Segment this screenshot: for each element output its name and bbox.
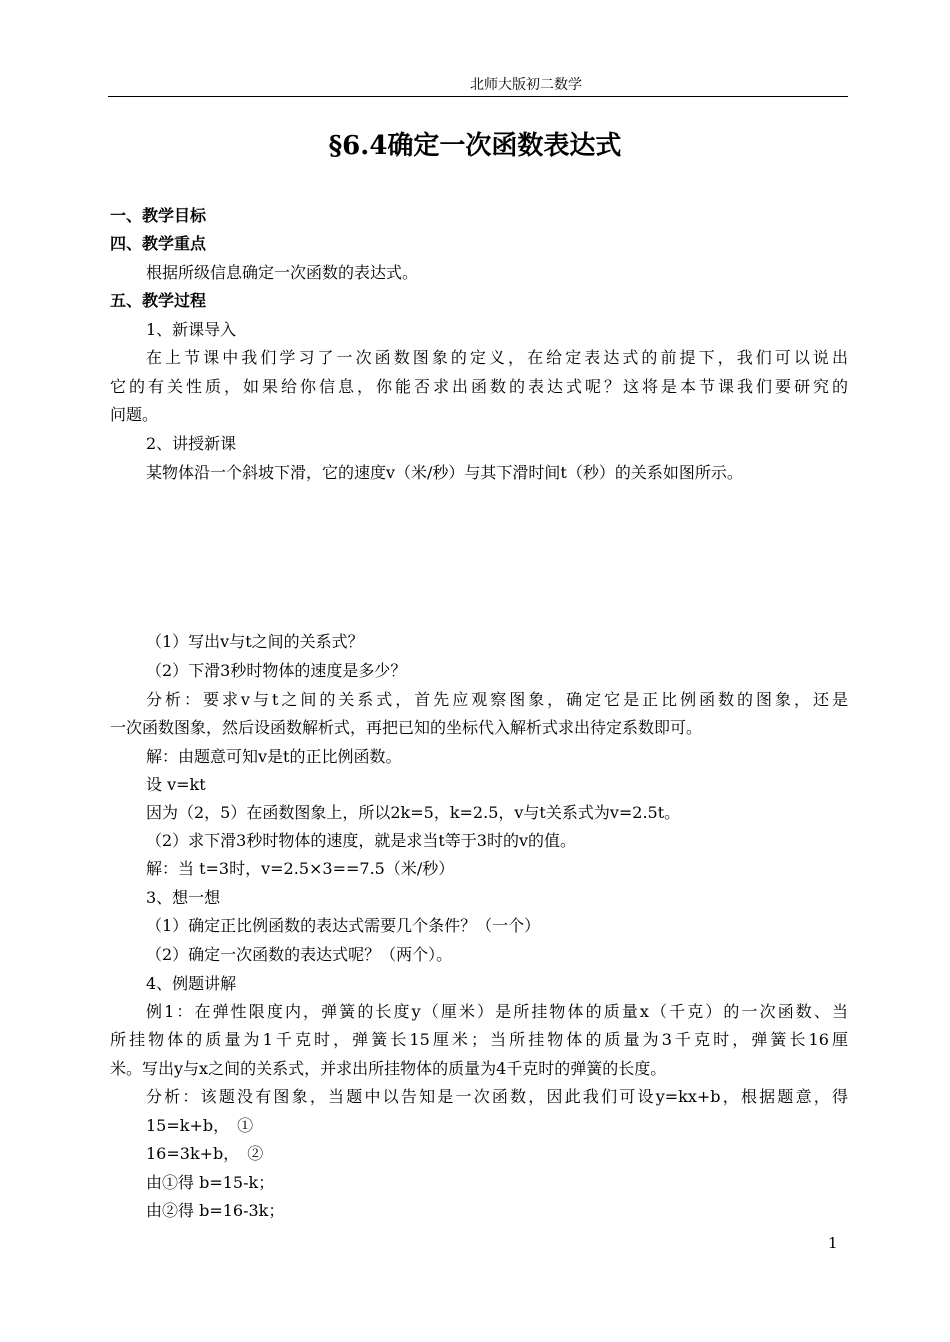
subheading-intro: 1、新课导入 bbox=[146, 320, 237, 339]
analysis-line: 分析：要求v与t之间的关系式，首先应观察图象，确定它是正比例函数的图象，还是 bbox=[146, 690, 848, 709]
paragraph-line: 在上节课中我们学习了一次函数图象的定义，在给定表达式的前提下，我们可以说出 bbox=[146, 348, 848, 367]
paragraph-line: 某物体沿一个斜坡下滑，它的速度v（米/秒）与其下滑时间t（秒）的关系如图所示。 bbox=[146, 463, 743, 482]
solution-line: 解：由题意可知v是t的正比例函数。 bbox=[146, 747, 402, 766]
analysis-line: 分析：该题没有图象，当题中以告知是一次函数，因此我们可设y=kx+b，根据题意，得 bbox=[146, 1087, 848, 1106]
section-heading-process: 五、教学过程 bbox=[110, 291, 207, 310]
solution-line: 解：当 t=3时，v=2.5×3==7.5（米/秒） bbox=[146, 859, 455, 878]
header-text: 北师大版初二数学 bbox=[470, 77, 582, 93]
question-line: （2）确定一次函数的表达式呢？（两个）。 bbox=[146, 945, 453, 964]
page-title: §6.4确定一次函数表达式 bbox=[328, 131, 622, 161]
example-line: 米。写出y与x之间的关系式，并求出所挂物体的质量为4千克时的弹簧的长度。 bbox=[110, 1059, 667, 1078]
section-heading-goals: 一、教学目标 bbox=[110, 206, 207, 225]
subheading-example: 4、例题讲解 bbox=[146, 974, 237, 993]
solution-line: 因为（2，5）在函数图象上，所以2k=5，k=2.5，v与t关系式为v=2.5t。 bbox=[146, 803, 681, 822]
paragraph-line: 问题。 bbox=[110, 405, 159, 424]
equation-line: 16=3k+b， ② bbox=[146, 1144, 264, 1163]
question-line: （1）确定正比例函数的表达式需要几个条件？（一个） bbox=[146, 916, 541, 935]
equation-line: 由②得 b=16-3k； bbox=[146, 1201, 285, 1220]
analysis-line: 一次函数图象，然后设函数解析式，再把已知的坐标代入解析式求出待定系数即可。 bbox=[110, 718, 703, 737]
section-heading-focus: 四、教学重点 bbox=[110, 234, 207, 253]
question-line: （2）下滑3秒时物体的速度是多少？ bbox=[146, 661, 407, 680]
subheading-new-lesson: 2、讲授新课 bbox=[146, 434, 237, 453]
solution-line: （2）求下滑3秒时物体的速度，就是求当t等于3时的v的值。 bbox=[146, 831, 577, 850]
example-line: 例1：在弹性限度内，弹簧的长度y（厘米）是所挂物体的质量x（千克）的一次函数、当 bbox=[146, 1002, 848, 1021]
equation-line: 15=k+b， ① bbox=[146, 1116, 254, 1135]
equation-line: 由①得 b=15-k； bbox=[146, 1173, 275, 1192]
solution-line: 设 v=kt bbox=[146, 775, 206, 794]
header-divider bbox=[108, 96, 848, 97]
example-line: 所挂物体的质量为1千克时，弹簧长15厘米；当所挂物体的质量为3千克时，弹簧长16厘 bbox=[110, 1030, 848, 1049]
paragraph-line: 它的有关性质，如果给你信息，你能否求出函数的表达式呢？这将是本节课我们要研究的 bbox=[110, 377, 848, 396]
question-line: （1）写出v与t之间的关系式？ bbox=[146, 632, 364, 651]
subheading-think: 3、想一想 bbox=[146, 888, 221, 907]
focus-text: 根据所级信息确定一次函数的表达式。 bbox=[146, 263, 419, 282]
page-number: 1 bbox=[828, 1234, 838, 1252]
figure-placeholder bbox=[150, 492, 830, 622]
